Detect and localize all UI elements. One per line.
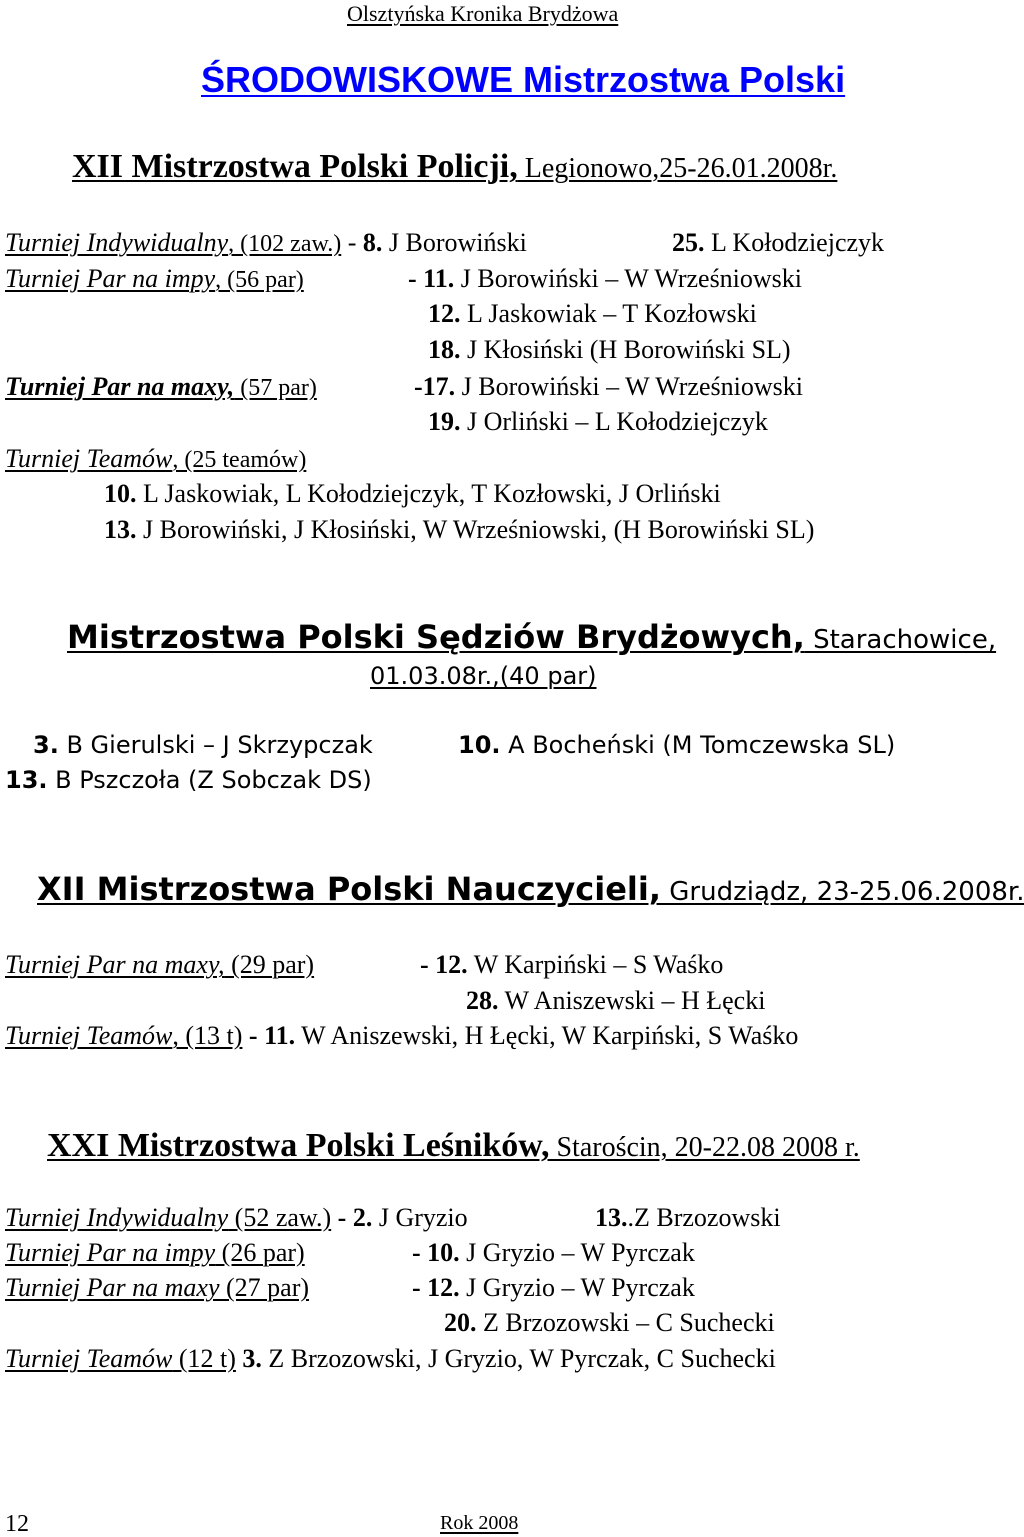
event-label-lesnicy-impy: Turniej Par na impy (26 par) [5, 1238, 305, 1267]
result-row-sedziowie-3: 13. B Pszczoła (Z Sobczak DS) [5, 766, 372, 794]
result-row-policja-impy-2: 12. L Jaskowiak – T Kozłowski [428, 299, 757, 328]
header-title: Olsztyńska Kronika Brydżowa [347, 1, 619, 26]
result-row-lesnicy-maxy-1: - 12. J Gryzio – W Pyrczak [412, 1273, 695, 1302]
section-heading-policja: XII Mistrzostwa Polski Policji, Legionowo,25-26.01.2008r. [72, 148, 838, 185]
result-row-lesnicy-maxy-2: 20. Z Brzozowski – C Suchecki [444, 1308, 775, 1337]
result-row-lesnicy-indyw: Turniej Indywidualny (52 zaw.) - 2. J Gryzio [5, 1203, 468, 1232]
result-row-nauczyciele-maxy-2: 28. W Aniszewski – H Łęcki [466, 986, 766, 1015]
event-label-policja-maxy: Turniej Par na maxy, (57 par) [5, 372, 317, 401]
result-row-policja-impy-1: - 11. J Borowiński – W Wrześniowski [408, 264, 803, 293]
result-row-policja-indyw-2: 25. L Kołodziejczyk [672, 228, 885, 257]
result-row-lesnicy-impy-1: - 10. J Gryzio – W Pyrczak [412, 1238, 695, 1267]
section-heading-nauczyciele: XII Mistrzostwa Polski Nauczycieli, Grudziądz, 23-25.06.2008r. [37, 870, 1024, 908]
result-row-lesnicy-indyw-2: 13..Z Brzozowski [595, 1203, 781, 1232]
result-row-policja-team-1: 10. L Jaskowiak, L Kołodziejczyk, T Kozłowski, J Orliński [104, 479, 721, 508]
result-row-nauczyciele-team: Turniej Teamów, (13 t) - 11. W Aniszewski, H Łęcki, W Karpiński, S Waśko [5, 1021, 799, 1050]
running-header [347, 3, 618, 25]
footer-year: Rok 2008 [440, 1512, 519, 1534]
result-row-lesnicy-team: Turniej Teamów (12 t) 3. Z Brzozowski, J Gryzio, W Pyrczak, C Suchecki [5, 1344, 776, 1373]
event-label-policja-impy: Turniej Par na impy, (56 par) [5, 264, 304, 293]
section-date-sedziowie: 01.03.08r.,(40 par) [370, 662, 597, 690]
result-row-sedziowie-1: 3. B Gierulski – J Skrzypczak [33, 731, 373, 759]
result-row-nauczyciele-maxy-1: - 12. W Karpiński – S Waśko [420, 950, 724, 979]
result-row-sedziowie-2: 10. A Bocheński (M Tomczewska SL) [458, 731, 896, 759]
result-row-policja-maxy-1: -17. J Borowiński – W Wrześniowski [414, 372, 803, 401]
result-row-policja-indyw: Turniej Indywidualny, (102 zaw.) - 8. J Borowiński [5, 228, 527, 257]
event-label-nauczyciele-maxy: Turniej Par na maxy, (29 par) [5, 950, 315, 979]
result-row-policja-team-2: 13. J Borowiński, J Kłosiński, W Wrześniowski, (H Borowiński SL) [104, 515, 815, 544]
event-label-lesnicy-maxy: Turniej Par na maxy (27 par) [5, 1273, 310, 1302]
result-row-policja-maxy-2: 19. J Orliński – L Kołodziejczyk [428, 407, 768, 436]
section-heading-lesnicy: XXI Mistrzostwa Polski Leśników, Starościn, 20-22.08 2008 r. [47, 1127, 860, 1164]
result-row-policja-impy-3: 18. J Kłosiński (H Borowiński SL) [428, 335, 791, 364]
section-heading-sedziowie: Mistrzostwa Polski Sędziów Brydżowych, Starachowice, [67, 618, 997, 656]
page-number: 12 [5, 1511, 29, 1537]
event-label-policja-team: Turniej Teamów, (25 teamów) [5, 444, 307, 473]
page-title: ŚRODOWISKOWE Mistrzostwa Polski [201, 59, 846, 100]
